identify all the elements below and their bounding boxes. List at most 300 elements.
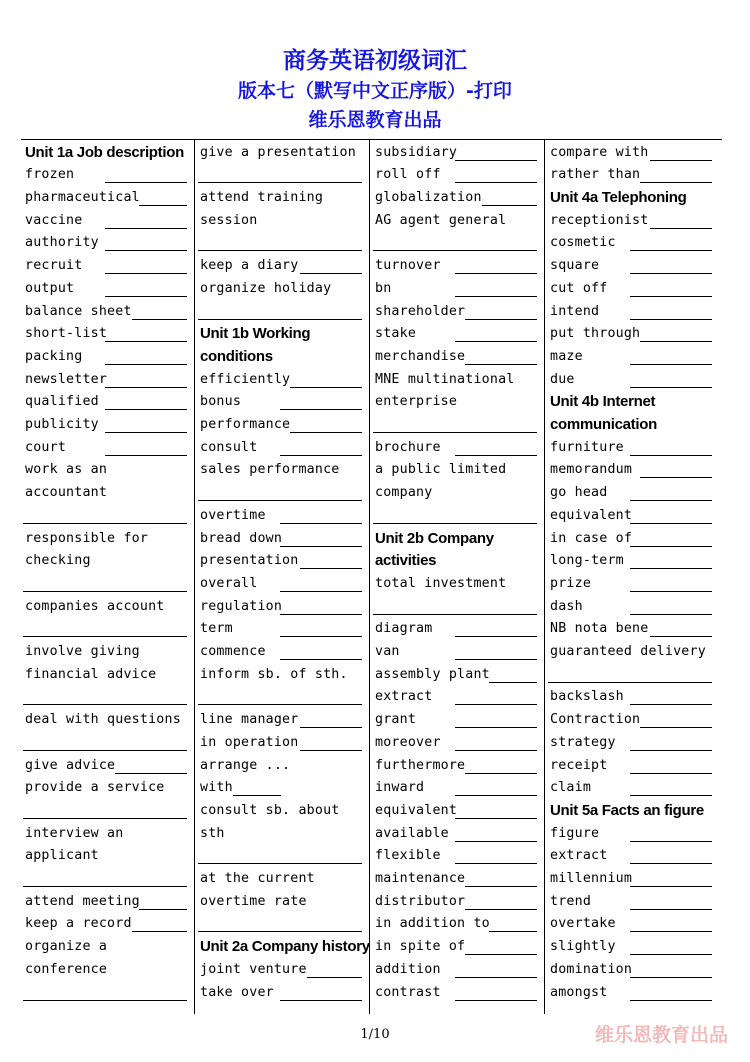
- answer-blank-line: [630, 546, 712, 547]
- vocab-row: [371, 460, 539, 483]
- answer-blank-line: [455, 296, 537, 297]
- vocab-term: qualified: [25, 394, 99, 410]
- answer-blank-line: [640, 727, 712, 728]
- vocabulary-table: [21, 139, 722, 1014]
- vocab-row: [546, 868, 714, 891]
- unit-heading: [546, 800, 714, 823]
- vocab-row: [196, 142, 364, 165]
- vocab-row: [546, 278, 714, 301]
- vocab-term: involve giving: [25, 644, 140, 660]
- answer-blank-line: [105, 182, 187, 183]
- vocab-term: guaranteed delivery: [550, 644, 706, 660]
- answer-blank-line: [489, 682, 537, 683]
- answer-blank-line: [630, 364, 712, 365]
- vocab-term: in addition to: [375, 916, 490, 932]
- vocab-term: inform sb. of sth.: [200, 666, 348, 682]
- vocab-row: [21, 573, 189, 596]
- vocab-term: square: [550, 258, 600, 274]
- vocab-term: publicity: [25, 417, 99, 433]
- answer-blank-line: [115, 773, 187, 774]
- vocab-term: deal with questions: [25, 712, 181, 728]
- vocab-row: [196, 846, 364, 869]
- answer-blank-line: [630, 841, 712, 842]
- vocab-term: line manager: [200, 712, 299, 728]
- document-title: 商务英语初级词汇: [283, 48, 467, 74]
- vocab-row: [196, 483, 364, 506]
- vocab-row: [371, 937, 539, 960]
- vocab-row: [546, 755, 714, 778]
- answer-blank-line: [630, 523, 712, 524]
- vocab-term: AG agent general: [375, 212, 507, 228]
- vocab-row: [546, 369, 714, 392]
- answer-blank-line: [630, 773, 712, 774]
- vocab-row: [371, 324, 539, 347]
- vocab-term: prize: [550, 575, 592, 591]
- vocab-row: [196, 800, 364, 823]
- vocab-term: furthermore: [375, 757, 466, 773]
- vocab-term: attend meeting: [25, 893, 140, 909]
- vocab-term: presentation: [200, 553, 299, 569]
- answer-blank-line: [455, 863, 537, 864]
- vocab-row: [546, 437, 714, 460]
- answer-blank-line: [23, 818, 187, 819]
- vocab-row: [21, 914, 189, 937]
- vocab-row: [546, 710, 714, 733]
- vocab-row: [196, 460, 364, 483]
- answer-blank-line: [198, 704, 362, 705]
- vocab-row: [21, 800, 189, 823]
- column-divider: [369, 140, 370, 1014]
- vocab-term: van: [375, 644, 400, 660]
- answer-blank-line: [630, 886, 712, 887]
- vocab-row: [371, 687, 539, 710]
- answer-blank-line: [630, 455, 712, 456]
- vocab-term: consult sb. about: [200, 802, 340, 818]
- vocab-term: grant: [375, 712, 417, 728]
- answer-blank-line: [280, 455, 362, 456]
- vocab-row: [196, 710, 364, 733]
- answer-blank-line: [630, 273, 712, 274]
- answer-blank-line: [198, 863, 362, 864]
- vocab-term: bread down: [200, 530, 283, 546]
- vocab-term: assembly plant: [375, 666, 490, 682]
- vocab-row: [196, 619, 364, 642]
- unit-heading: [371, 551, 539, 574]
- vocab-row: [21, 732, 189, 755]
- answer-blank-line: [139, 205, 187, 206]
- vocab-term: flexible: [375, 848, 441, 864]
- unit-heading-text: conditions: [200, 347, 273, 365]
- vocab-row: [21, 619, 189, 642]
- answer-blank-line: [300, 727, 362, 728]
- answer-blank-line: [630, 795, 712, 796]
- answer-blank-line: [198, 319, 362, 320]
- vocab-row: [546, 210, 714, 233]
- vocab-term: domination: [550, 961, 633, 977]
- vocab-row: [21, 687, 189, 710]
- answer-blank-line: [105, 273, 187, 274]
- answer-blank-line: [630, 977, 712, 978]
- vocab-row: [196, 687, 364, 710]
- vocab-term: bonus: [200, 394, 242, 410]
- vocab-row: [21, 846, 189, 869]
- vocab-term: arrange ...: [200, 757, 291, 773]
- vocab-row: [371, 641, 539, 664]
- vocab-term: NB nota bene: [550, 621, 649, 637]
- vocab-row: [546, 505, 714, 528]
- vocab-row: [371, 891, 539, 914]
- vocab-row: [371, 142, 539, 165]
- answer-blank-line: [23, 1000, 187, 1001]
- vocab-row: [196, 187, 364, 210]
- vocab-row: [546, 165, 714, 188]
- vocab-term: memorandum: [550, 462, 633, 478]
- unit-heading-text: Unit 2a Company history: [200, 938, 370, 956]
- answer-blank-line: [290, 432, 362, 433]
- vocab-term: strategy: [550, 734, 616, 750]
- vocab-term: at the current: [200, 871, 315, 887]
- vocab-row: [546, 528, 714, 551]
- answer-blank-line: [290, 387, 362, 388]
- answer-blank-line: [198, 931, 362, 932]
- column-divider: [544, 140, 545, 1014]
- vocab-term: pharmaceutical: [25, 190, 140, 206]
- answer-blank-line: [280, 614, 362, 615]
- vocab-term: dash: [550, 598, 583, 614]
- answer-blank-line: [489, 931, 537, 932]
- answer-blank-line: [455, 455, 537, 456]
- vocab-term: efficiently: [200, 371, 291, 387]
- vocab-row: [546, 982, 714, 1005]
- unit-heading: [21, 142, 189, 165]
- vocab-row: [196, 823, 364, 846]
- vocab-row: [371, 732, 539, 755]
- vocab-term: long-term: [550, 553, 624, 569]
- vocab-term: amongst: [550, 984, 608, 1000]
- answer-blank-line: [640, 477, 712, 478]
- unit-heading: [546, 187, 714, 210]
- vocab-term: overtake: [550, 916, 616, 932]
- vocab-term: a public limited: [375, 462, 507, 478]
- vocab-term: in spite of: [375, 939, 466, 955]
- unit-heading: [371, 528, 539, 551]
- vocab-term: cut off: [550, 280, 608, 296]
- vocab-row: [371, 210, 539, 233]
- vocab-row: [21, 778, 189, 801]
- vocab-row: [371, 778, 539, 801]
- vocab-row: [371, 437, 539, 460]
- unit-heading-text: Unit 4a Telephoning: [550, 189, 687, 207]
- answer-blank-line: [105, 364, 187, 365]
- vocab-term: joint venture: [200, 961, 307, 977]
- vocab-row: [21, 324, 189, 347]
- vocab-row: [546, 551, 714, 574]
- vocab-row: [371, 278, 539, 301]
- vocab-row: [546, 483, 714, 506]
- vocab-term: maze: [550, 348, 583, 364]
- vocab-term: give a presentation: [200, 144, 356, 160]
- answer-blank-line: [455, 841, 537, 842]
- unit-heading-text: communication: [550, 416, 657, 434]
- vocab-term: diagram: [375, 621, 433, 637]
- vocab-row: [371, 233, 539, 256]
- answer-blank-line: [105, 409, 187, 410]
- answer-blank-line: [455, 636, 537, 637]
- vocab-row: [196, 369, 364, 392]
- page-number: 1/10: [360, 1027, 390, 1042]
- answer-blank-line: [630, 931, 712, 932]
- vocab-row: [196, 982, 364, 1005]
- vocab-row: [546, 573, 714, 596]
- answer-blank-line: [630, 954, 712, 955]
- unit-heading-text: Unit 2b Company: [375, 529, 494, 547]
- vocab-row: [196, 165, 364, 188]
- vocab-term: furniture: [550, 439, 624, 455]
- vocab-term: organize a: [25, 939, 108, 955]
- vocab-term: stake: [375, 326, 417, 342]
- vocab-row: [21, 755, 189, 778]
- vocab-term: organize holiday: [200, 280, 332, 296]
- answer-blank-line: [630, 704, 712, 705]
- answer-blank-line: [280, 409, 362, 410]
- vocab-term: keep a diary: [200, 258, 299, 274]
- vocab-term: packing: [25, 348, 83, 364]
- vocab-row: [21, 369, 189, 392]
- vocab-term: trend: [550, 893, 592, 909]
- vocab-row: [21, 891, 189, 914]
- vocab-row: [371, 755, 539, 778]
- vocab-row: [371, 369, 539, 392]
- vocab-term: extract: [375, 689, 433, 705]
- vocab-term: subsidiary: [375, 144, 458, 160]
- vocab-term: short-list: [25, 326, 108, 342]
- answer-blank-line: [455, 659, 537, 660]
- answer-blank-line: [105, 432, 187, 433]
- answer-blank-line: [373, 250, 537, 251]
- vocab-row: [371, 256, 539, 279]
- vocab-row: [21, 823, 189, 846]
- vocab-term: applicant: [25, 848, 99, 864]
- vocab-row: [546, 346, 714, 369]
- answer-blank-line: [105, 387, 187, 388]
- vocab-term: keep a record: [25, 916, 132, 932]
- vocab-row: [546, 664, 714, 687]
- vocab-row: [21, 301, 189, 324]
- answer-blank-line: [630, 387, 712, 388]
- answer-blank-line: [465, 364, 537, 365]
- vocab-term: vaccine: [25, 212, 83, 228]
- answer-blank-line: [23, 636, 187, 637]
- vocab-term: cosmetic: [550, 235, 616, 251]
- vocab-term: intend: [550, 303, 600, 319]
- vocab-row: [21, 528, 189, 551]
- answer-blank-line: [280, 636, 362, 637]
- vocab-row: [21, 551, 189, 574]
- answer-blank-line: [23, 591, 187, 592]
- vocab-row: [21, 505, 189, 528]
- vocab-row: [196, 664, 364, 687]
- answer-blank-line: [465, 773, 537, 774]
- vocab-term: commence: [200, 644, 266, 660]
- vocab-row: [371, 573, 539, 596]
- answer-blank-line: [105, 250, 187, 251]
- vocab-row: [196, 256, 364, 279]
- answer-blank-line: [280, 1000, 362, 1001]
- vocab-row: [21, 868, 189, 891]
- vocab-term: overall: [200, 575, 258, 591]
- vocab-row: [546, 914, 714, 937]
- vocab-term: newsletter: [25, 371, 108, 387]
- vocab-term: extract: [550, 848, 608, 864]
- unit-heading: [546, 414, 714, 437]
- vocab-row: [546, 460, 714, 483]
- vocab-row: [546, 233, 714, 256]
- answer-blank-line: [650, 636, 712, 637]
- unit-heading: [196, 937, 370, 960]
- vocab-row: [371, 868, 539, 891]
- vocab-row: [546, 596, 714, 619]
- answer-blank-line: [630, 591, 712, 592]
- answer-blank-line: [139, 909, 187, 910]
- vocab-row: [196, 732, 364, 755]
- unit-heading: [196, 324, 364, 347]
- answer-blank-line: [640, 182, 712, 183]
- vocab-term: bn: [375, 280, 392, 296]
- vocab-term: output: [25, 280, 75, 296]
- vocab-row: [21, 256, 189, 279]
- vocab-term: distributor: [375, 893, 466, 909]
- vocab-row: [371, 982, 539, 1005]
- answer-blank-line: [455, 1000, 537, 1001]
- vocab-row: [21, 414, 189, 437]
- unit-heading: [196, 346, 364, 369]
- vocab-row: [196, 278, 364, 301]
- vocab-term: attend training: [200, 190, 324, 206]
- vocab-row: [371, 392, 539, 415]
- vocab-row: [196, 868, 364, 891]
- vocab-row: [196, 914, 364, 937]
- vocab-term: authority: [25, 235, 99, 251]
- vocab-row: [371, 823, 539, 846]
- answer-blank-line: [280, 591, 362, 592]
- answer-blank-line: [455, 273, 537, 274]
- unit-heading-text: Unit 4b Internet: [550, 393, 656, 411]
- vocab-term: figure: [550, 825, 600, 841]
- answer-blank-line: [630, 750, 712, 751]
- vocab-row: [546, 846, 714, 869]
- vocab-term: financial advice: [25, 666, 157, 682]
- answer-blank-line: [373, 432, 537, 433]
- vocab-row: [196, 891, 364, 914]
- answer-blank-line: [455, 818, 537, 819]
- answer-blank-line: [198, 182, 362, 183]
- vocab-term: globalization: [375, 190, 482, 206]
- vocab-row: [546, 641, 714, 664]
- vocab-row: [546, 937, 714, 960]
- vocab-term: rather than: [550, 167, 641, 183]
- vocab-row: [546, 823, 714, 846]
- vocab-term: overtime rate: [200, 893, 307, 909]
- answer-blank-line: [132, 931, 187, 932]
- answer-blank-line: [132, 319, 187, 320]
- vocab-term: slightly: [550, 939, 616, 955]
- answer-blank-line: [465, 319, 537, 320]
- vocab-term: enterprise: [375, 394, 458, 410]
- vocab-row: [21, 596, 189, 619]
- answer-blank-line: [23, 523, 187, 524]
- answer-blank-line: [280, 546, 362, 547]
- vocab-row: [371, 483, 539, 506]
- vocab-row: [546, 687, 714, 710]
- answer-blank-line: [198, 500, 362, 501]
- unit-heading-text: activities: [375, 552, 437, 570]
- vocab-term: available: [375, 825, 449, 841]
- vocab-row: [196, 233, 364, 256]
- answer-blank-line: [465, 954, 537, 955]
- answer-blank-line: [630, 250, 712, 251]
- vocab-term: performance: [200, 417, 291, 433]
- vocab-row: [21, 937, 189, 960]
- vocab-term: claim: [550, 780, 592, 796]
- answer-blank-line: [23, 704, 187, 705]
- vocab-row: [371, 414, 539, 437]
- answer-blank-line: [455, 977, 537, 978]
- vocab-term: balance sheet: [25, 303, 132, 319]
- answer-blank-line: [630, 863, 712, 864]
- vocab-term: equivalent: [375, 802, 458, 818]
- vocab-row: [196, 414, 364, 437]
- vocab-row: [371, 959, 539, 982]
- vocab-row: [196, 392, 364, 415]
- vocab-term: companies account: [25, 598, 165, 614]
- vocab-row: [21, 664, 189, 687]
- answer-blank-line: [300, 750, 362, 751]
- vocab-row: [21, 210, 189, 233]
- vocab-term: shareholder: [375, 303, 466, 319]
- vocab-row: [21, 982, 189, 1005]
- answer-blank-line: [23, 886, 187, 887]
- answer-blank-line: [465, 909, 537, 910]
- answer-blank-line: [630, 909, 712, 910]
- vocab-row: [21, 641, 189, 664]
- vocab-row: [21, 233, 189, 256]
- answer-blank-line: [373, 614, 537, 615]
- vocab-term: inward: [375, 780, 425, 796]
- answer-blank-line: [455, 727, 537, 728]
- answer-blank-line: [300, 568, 362, 569]
- answer-blank-line: [455, 704, 537, 705]
- vocab-term: company: [375, 485, 433, 501]
- vocab-row: [371, 710, 539, 733]
- vocab-term: overtime: [200, 507, 266, 523]
- vocab-term: compare with: [550, 144, 649, 160]
- vocab-term: term: [200, 621, 233, 637]
- vocab-term: sales performance: [200, 462, 340, 478]
- vocab-row: [196, 210, 364, 233]
- vocab-row: [371, 165, 539, 188]
- vocab-term: take over: [200, 984, 274, 1000]
- vocab-row: [196, 301, 364, 324]
- vocab-term: MNE multinational: [375, 371, 515, 387]
- answer-blank-line: [280, 659, 362, 660]
- vocab-row: [196, 778, 364, 801]
- unit-heading: [546, 392, 714, 415]
- vocab-term: total investment: [375, 575, 507, 591]
- vocab-row: [21, 437, 189, 460]
- answer-blank-line: [300, 273, 362, 274]
- answer-blank-line: [630, 319, 712, 320]
- answer-blank-line: [630, 1000, 712, 1001]
